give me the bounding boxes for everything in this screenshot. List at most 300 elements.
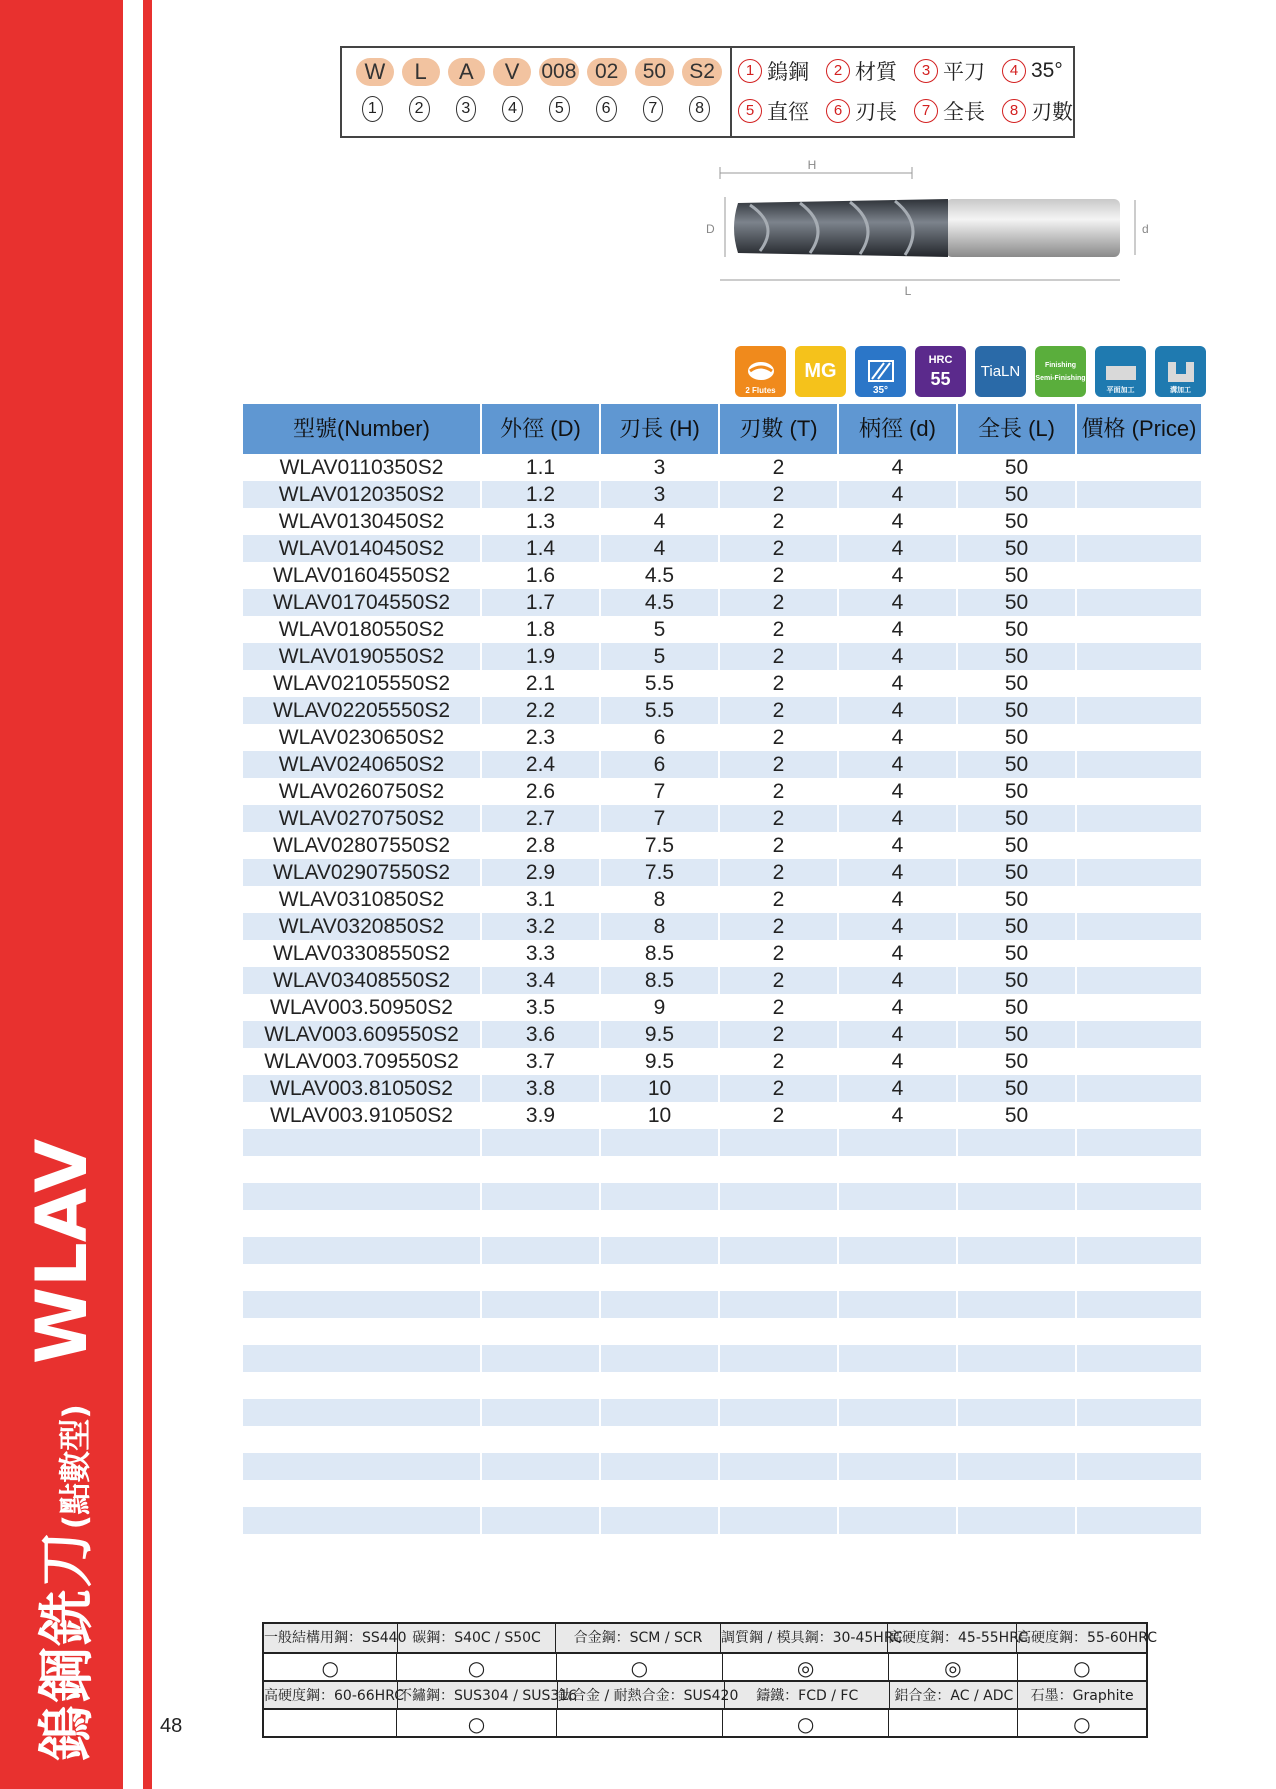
cell-number <box>243 1345 482 1372</box>
material-cell: 高硬度鋼：55-60HRC <box>1017 1630 1158 1646</box>
header-shank: 柄徑 (d) <box>839 404 958 454</box>
table-row <box>243 724 1201 751</box>
cell-length <box>958 1318 1077 1345</box>
cell-diameter: 3.5 <box>482 994 601 1021</box>
suitability-mark <box>264 1710 397 1736</box>
header-flute-length: 刃長 (H) <box>601 404 720 454</box>
cell-price <box>1077 1345 1201 1372</box>
cell-flute-length: 10 <box>601 1075 720 1102</box>
cell-number <box>243 1210 482 1237</box>
cell-flute-length: 4.5 <box>601 562 720 589</box>
page-number: 48 <box>160 1715 183 1737</box>
table-row <box>243 643 1201 670</box>
code-pill: W <box>356 58 394 86</box>
cell-shank: 4 <box>839 751 958 778</box>
cell-diameter: 2.6 <box>482 778 601 805</box>
cell-diameter <box>482 1264 601 1291</box>
cell-price <box>1077 940 1201 967</box>
cell-flute-length: 5 <box>601 643 720 670</box>
dim-d-small-label: d <box>1142 222 1149 236</box>
legend-number: 1 <box>738 59 762 83</box>
cell-price <box>1077 967 1201 994</box>
cell-flutes <box>720 1264 839 1291</box>
cell-number <box>243 1399 482 1426</box>
cell-diameter <box>482 1291 601 1318</box>
cell-shank <box>839 1426 958 1453</box>
cell-length: 50 <box>958 481 1077 508</box>
table-row <box>243 1345 1201 1372</box>
cell-number: WLAV0110350S2 <box>243 454 482 481</box>
cell-number <box>243 1291 482 1318</box>
code-pill: 02 <box>587 58 627 86</box>
cell-length <box>958 1507 1077 1534</box>
suitability-mark: ○ <box>1073 1712 1091 1736</box>
code-number: 8 <box>689 96 710 122</box>
cell-diameter: 2.3 <box>482 724 601 751</box>
cell-price <box>1077 1453 1201 1480</box>
cell-shank: 4 <box>839 562 958 589</box>
suitability-mark: ◎ <box>723 1654 889 1680</box>
cell-length <box>958 1291 1077 1318</box>
cell-length <box>958 1210 1077 1237</box>
header-flutes: 刃數 (T) <box>720 404 839 454</box>
table-row <box>243 1399 1201 1426</box>
legend-text: 全長 <box>943 101 985 124</box>
code-number: 7 <box>643 96 664 122</box>
table-row <box>243 1372 1201 1399</box>
cell-flutes: 2 <box>720 751 839 778</box>
cell-flutes: 2 <box>720 940 839 967</box>
material-row-header <box>264 1680 1146 1708</box>
cell-price <box>1077 1372 1201 1399</box>
cell-number <box>243 1156 482 1183</box>
cell-diameter: 1.1 <box>482 454 601 481</box>
cell-price <box>1077 1291 1201 1318</box>
cell-number: WLAV0190550S2 <box>243 643 482 670</box>
cell-price <box>1077 1318 1201 1345</box>
cell-flutes <box>720 1372 839 1399</box>
legend-item <box>914 96 1002 126</box>
legend-number: 7 <box>914 99 938 123</box>
cell-length: 50 <box>958 1021 1077 1048</box>
cell-length: 50 <box>958 1102 1077 1129</box>
legend-number: 8 <box>1002 99 1026 123</box>
cell-number <box>243 1183 482 1210</box>
legend-text: 平刀 <box>943 61 985 84</box>
legend-text: 鎢鋼 <box>767 61 809 84</box>
cell-diameter <box>482 1399 601 1426</box>
cell-number: WLAV02205550S2 <box>243 697 482 724</box>
cell-number <box>243 1318 482 1345</box>
cell-flutes: 2 <box>720 859 839 886</box>
cell-length: 50 <box>958 724 1077 751</box>
cell-price <box>1077 697 1201 724</box>
cell-flute-length: 6 <box>601 724 720 751</box>
cell-length: 50 <box>958 994 1077 1021</box>
table-row <box>243 1318 1201 1345</box>
cell-diameter <box>482 1453 601 1480</box>
table-row <box>243 616 1201 643</box>
cell-diameter: 3.2 <box>482 913 601 940</box>
cell-length: 50 <box>958 967 1077 994</box>
cell-number <box>243 1237 482 1264</box>
flutes-icon <box>735 346 786 397</box>
cell-length <box>958 1156 1077 1183</box>
code-pill: 008 <box>539 58 579 86</box>
table-row <box>243 1237 1201 1264</box>
cell-number <box>243 1372 482 1399</box>
cell-length: 50 <box>958 1048 1077 1075</box>
legend-number: 3 <box>914 59 938 83</box>
table-row <box>243 967 1201 994</box>
cell-number: WLAV003.709550S2 <box>243 1048 482 1075</box>
cell-flutes: 2 <box>720 454 839 481</box>
code-breakdown-box <box>340 46 1075 138</box>
legend-text: 直徑 <box>767 101 809 124</box>
cell-length <box>958 1372 1077 1399</box>
cell-flutes: 2 <box>720 697 839 724</box>
cell-shank: 4 <box>839 454 958 481</box>
cell-shank <box>839 1183 958 1210</box>
cell-diameter: 1.2 <box>482 481 601 508</box>
cell-flute-length: 9.5 <box>601 1048 720 1075</box>
cell-diameter: 3.4 <box>482 967 601 994</box>
cell-length: 50 <box>958 616 1077 643</box>
cell-shank <box>839 1156 958 1183</box>
table-header <box>243 404 1201 454</box>
cell-flutes <box>720 1237 839 1264</box>
helix-angle-label: 35° <box>872 385 889 396</box>
legend-row <box>738 96 1090 126</box>
material-cell: 鑄鐵：FCD / FC <box>725 1682 890 1708</box>
material-cell: 碳鋼：S40C / S50C <box>398 1624 556 1652</box>
cell-diameter <box>482 1345 601 1372</box>
cell-price <box>1077 1237 1201 1264</box>
legend-item <box>738 96 826 126</box>
cell-flute-length <box>601 1156 720 1183</box>
cell-flute-length: 7.5 <box>601 859 720 886</box>
cell-price <box>1077 616 1201 643</box>
cell-price <box>1077 535 1201 562</box>
cell-length: 50 <box>958 859 1077 886</box>
cell-length <box>958 1345 1077 1372</box>
finishing-icon <box>1035 346 1086 397</box>
cell-flutes: 2 <box>720 1021 839 1048</box>
cell-price <box>1077 886 1201 913</box>
cell-flute-length <box>601 1399 720 1426</box>
table-row <box>243 1156 1201 1183</box>
cell-length: 50 <box>958 589 1077 616</box>
code-number: 3 <box>456 96 477 122</box>
code-pill: V <box>493 58 531 86</box>
table-row <box>243 508 1201 535</box>
cell-shank: 4 <box>839 940 958 967</box>
cell-diameter <box>482 1210 601 1237</box>
cell-flutes <box>720 1507 839 1534</box>
cell-price <box>1077 1507 1201 1534</box>
helix-angle-icon <box>855 346 906 397</box>
cell-number <box>243 1264 482 1291</box>
cell-diameter: 3.7 <box>482 1048 601 1075</box>
cell-flutes: 2 <box>720 535 839 562</box>
material-row-marks <box>264 1652 1146 1680</box>
hrc-icon-top: HRC <box>928 354 953 366</box>
cell-flute-length: 3 <box>601 454 720 481</box>
cell-length: 50 <box>958 454 1077 481</box>
cell-length: 50 <box>958 778 1077 805</box>
cell-diameter <box>482 1183 601 1210</box>
cell-shank: 4 <box>839 1021 958 1048</box>
table-row <box>243 859 1201 886</box>
cell-diameter: 1.7 <box>482 589 601 616</box>
cell-flute-length: 9 <box>601 994 720 1021</box>
cell-flutes: 2 <box>720 1048 839 1075</box>
code-pill: L <box>402 58 440 86</box>
cell-shank: 4 <box>839 805 958 832</box>
table-row <box>243 1210 1201 1237</box>
legend-number: 5 <box>738 99 762 123</box>
cell-price <box>1077 508 1201 535</box>
cell-shank <box>839 1399 958 1426</box>
legend-item <box>738 56 826 86</box>
cell-number: WLAV003.609550S2 <box>243 1021 482 1048</box>
cell-number: WLAV0260750S2 <box>243 778 482 805</box>
cell-number: WLAV003.50950S2 <box>243 994 482 1021</box>
mg-icon <box>795 346 846 397</box>
groove-machining-icon <box>1155 346 1206 397</box>
cell-shank: 4 <box>839 832 958 859</box>
suitability-mark: ○ <box>1073 1656 1091 1680</box>
cell-number: WLAV03308550S2 <box>243 940 482 967</box>
flat-machining-label: 平面加工 <box>1106 387 1135 394</box>
cell-flutes <box>720 1129 839 1156</box>
table-row <box>243 1102 1201 1129</box>
cell-flutes: 2 <box>720 589 839 616</box>
cell-diameter <box>482 1480 601 1507</box>
cell-flutes: 2 <box>720 832 839 859</box>
table-row <box>243 481 1201 508</box>
product-table <box>243 404 1201 1534</box>
material-table <box>262 1622 1158 1738</box>
cell-shank <box>839 1480 958 1507</box>
coating-icon-label: TiaLN <box>980 363 1021 380</box>
cell-price <box>1077 859 1201 886</box>
cell-number <box>243 1507 482 1534</box>
cell-price <box>1077 1264 1201 1291</box>
suitability-mark: ○ <box>397 1654 556 1680</box>
cell-flute-length: 7.5 <box>601 832 720 859</box>
code-number-row <box>356 96 730 122</box>
cell-flutes: 2 <box>720 670 839 697</box>
cell-shank <box>839 1453 958 1480</box>
cell-flutes: 2 <box>720 994 839 1021</box>
table-row <box>243 1426 1201 1453</box>
cell-diameter: 1.3 <box>482 508 601 535</box>
cell-flutes: 2 <box>720 913 839 940</box>
cell-number: WLAV02907550S2 <box>243 859 482 886</box>
cell-flute-length <box>601 1372 720 1399</box>
code-number: 1 <box>362 96 383 122</box>
legend-row <box>738 56 1090 86</box>
header-number: 型號(Number) <box>243 404 482 454</box>
material-cell: 鈦合金 / 耐熱合金：SUS420 <box>558 1682 725 1708</box>
table-row <box>243 805 1201 832</box>
cell-length: 50 <box>958 913 1077 940</box>
cell-length <box>958 1264 1077 1291</box>
suitability-mark: ○ <box>557 1654 723 1680</box>
cell-price <box>1077 562 1201 589</box>
cell-diameter: 1.8 <box>482 616 601 643</box>
legend-item <box>914 56 1002 86</box>
table-row <box>243 994 1201 1021</box>
table-row <box>243 1075 1201 1102</box>
cell-flutes <box>720 1345 839 1372</box>
legend-text: 材質 <box>855 61 897 84</box>
tool-flutes <box>734 199 948 257</box>
cell-flutes: 2 <box>720 724 839 751</box>
cell-flute-length: 10 <box>601 1102 720 1129</box>
code-number: 2 <box>409 96 430 122</box>
cell-price <box>1077 778 1201 805</box>
cell-diameter <box>482 1372 601 1399</box>
cell-flute-length <box>601 1210 720 1237</box>
cell-diameter: 3.6 <box>482 1021 601 1048</box>
cell-diameter: 3.3 <box>482 940 601 967</box>
table-row <box>243 1264 1201 1291</box>
header-diameter: 外徑 (D) <box>482 404 601 454</box>
cell-length: 50 <box>958 670 1077 697</box>
cell-price <box>1077 751 1201 778</box>
cell-shank <box>839 1210 958 1237</box>
code-number: 5 <box>549 96 570 122</box>
cell-flutes: 2 <box>720 1102 839 1129</box>
cell-shank: 4 <box>839 1075 958 1102</box>
table-row <box>243 1453 1201 1480</box>
cell-diameter <box>482 1507 601 1534</box>
cell-shank <box>839 1318 958 1345</box>
legend-item <box>1002 96 1090 126</box>
mg-icon-label: MG <box>804 360 837 382</box>
cell-shank <box>839 1291 958 1318</box>
cell-price <box>1077 1075 1201 1102</box>
cell-diameter <box>482 1156 601 1183</box>
suitability-mark <box>889 1710 1017 1736</box>
table-row <box>243 562 1201 589</box>
code-pill-row <box>356 58 730 86</box>
cell-price <box>1077 724 1201 751</box>
legend-number: 2 <box>826 59 850 83</box>
cell-shank: 4 <box>839 535 958 562</box>
code-pill: S2 <box>682 58 722 86</box>
cell-number: WLAV0140450S2 <box>243 535 482 562</box>
cell-length: 50 <box>958 508 1077 535</box>
table-row <box>243 832 1201 859</box>
dim-d-label: D <box>706 222 715 236</box>
coating-icon <box>975 346 1026 397</box>
cell-shank <box>839 1345 958 1372</box>
cell-shank: 4 <box>839 616 958 643</box>
cell-flute-length <box>601 1264 720 1291</box>
cell-flutes <box>720 1156 839 1183</box>
cell-shank <box>839 1507 958 1534</box>
cell-length <box>958 1183 1077 1210</box>
cell-shank: 4 <box>839 697 958 724</box>
cell-price <box>1077 805 1201 832</box>
table-row <box>243 1291 1201 1318</box>
cell-number: WLAV03408550S2 <box>243 967 482 994</box>
cell-number: WLAV003.81050S2 <box>243 1075 482 1102</box>
cell-price <box>1077 589 1201 616</box>
cell-number <box>243 1480 482 1507</box>
cell-number: WLAV0240650S2 <box>243 751 482 778</box>
finishing-icon-top: Finishing <box>1044 361 1077 369</box>
table-row <box>243 778 1201 805</box>
material-cell: 高硬度鋼：60-66HRC <box>264 1682 398 1708</box>
cell-flute-length: 8 <box>601 913 720 940</box>
cell-diameter: 2.2 <box>482 697 601 724</box>
cell-shank: 4 <box>839 670 958 697</box>
suitability-mark: ○ <box>723 1710 889 1736</box>
cell-number: WLAV0320850S2 <box>243 913 482 940</box>
material-cell: 一般結構用鋼：SS440 <box>264 1624 398 1652</box>
material-cell: 高硬度鋼：45-55HRC <box>888 1624 1017 1652</box>
side-title-sub: (點數型) <box>56 1404 94 1530</box>
cell-diameter: 1.9 <box>482 643 601 670</box>
cell-price <box>1077 481 1201 508</box>
material-cell: 不鏽鋼：SUS304 / SUS316 <box>398 1682 558 1708</box>
cell-shank <box>839 1264 958 1291</box>
side-title-code: WLAV <box>21 1138 103 1365</box>
cell-flute-length: 5 <box>601 616 720 643</box>
table-row <box>243 1048 1201 1075</box>
cell-diameter: 2.4 <box>482 751 601 778</box>
cell-price <box>1077 1021 1201 1048</box>
cell-number: WLAV003.91050S2 <box>243 1102 482 1129</box>
table-row <box>243 913 1201 940</box>
cell-number: WLAV0310850S2 <box>243 886 482 913</box>
cell-number: WLAV01704550S2 <box>243 589 482 616</box>
code-number: 4 <box>502 96 523 122</box>
material-cell: 調質鋼 / 模具鋼：30-45HRC <box>721 1624 888 1652</box>
hrc-icon <box>915 346 966 397</box>
cell-diameter: 2.9 <box>482 859 601 886</box>
cell-shank: 4 <box>839 859 958 886</box>
cell-shank: 4 <box>839 724 958 751</box>
material-cell: 鋁合金：AC / ADC <box>890 1682 1018 1708</box>
material-row-header <box>264 1624 1158 1652</box>
header-price: 價格 (Price) <box>1081 416 1197 441</box>
cell-shank: 4 <box>839 994 958 1021</box>
legend-number: 6 <box>826 99 850 123</box>
cell-flutes <box>720 1210 839 1237</box>
header-length: 全長 (L) <box>958 404 1077 454</box>
side-title <box>0 0 123 1789</box>
cell-price <box>1077 832 1201 859</box>
table-row <box>243 697 1201 724</box>
cell-price <box>1077 1183 1201 1210</box>
cell-flute-length <box>601 1291 720 1318</box>
code-pill: A <box>448 58 486 86</box>
cell-flute-length: 5.5 <box>601 697 720 724</box>
cell-diameter <box>482 1129 601 1156</box>
cell-diameter: 2.7 <box>482 805 601 832</box>
cell-flutes: 2 <box>720 508 839 535</box>
cell-length: 50 <box>958 643 1077 670</box>
table-row <box>243 454 1201 481</box>
tool-shank <box>946 199 1120 257</box>
side-divider-line <box>143 0 152 1789</box>
material-row-marks <box>264 1708 1146 1736</box>
